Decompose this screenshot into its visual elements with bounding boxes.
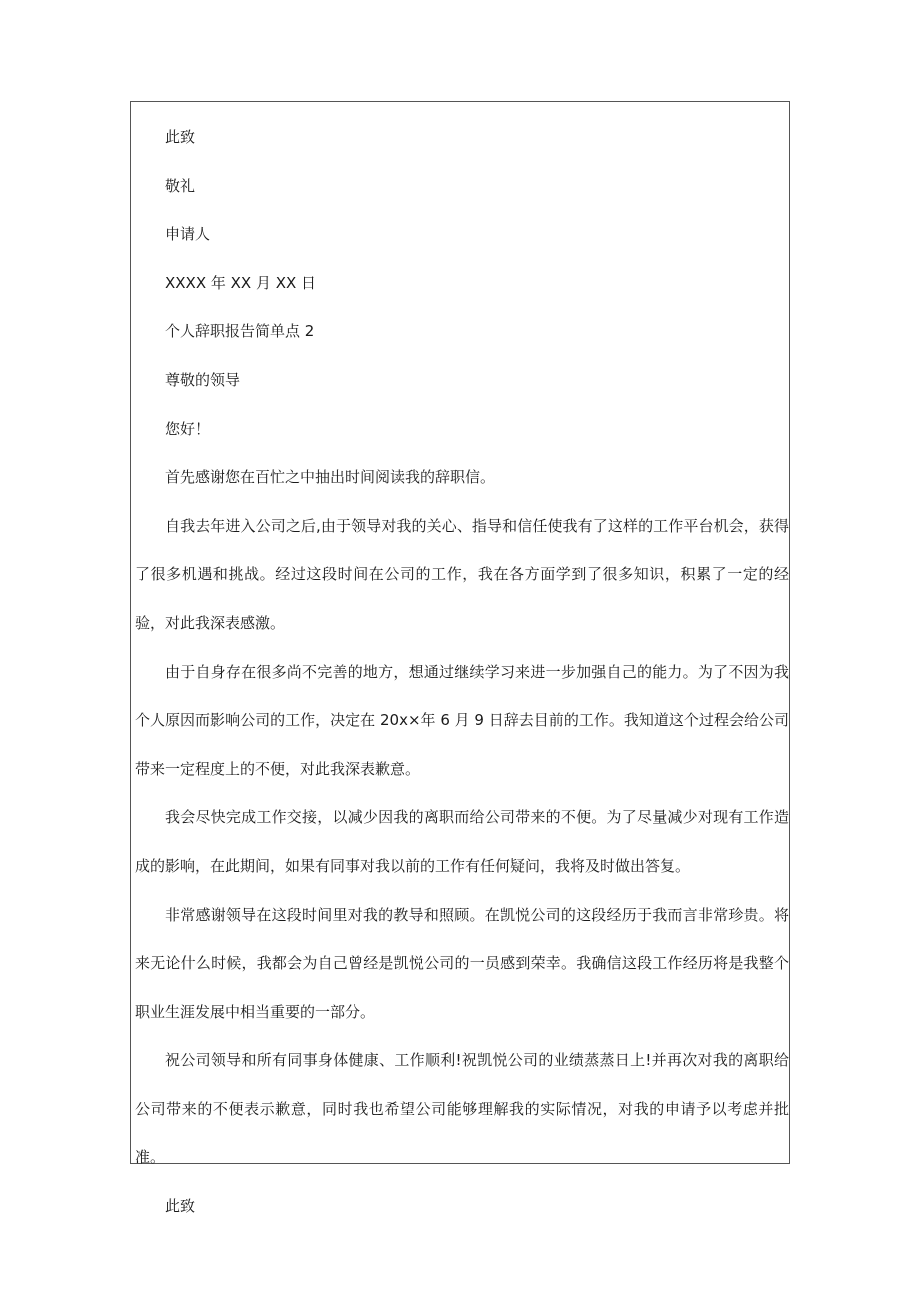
closing-line-final: 此致 bbox=[165, 1197, 196, 1216]
section-title: 个人辞职报告简单点 2 bbox=[165, 322, 315, 341]
document-page bbox=[130, 101, 790, 1216]
addressee-line: 尊敬的领导 bbox=[165, 370, 241, 389]
applicant-line: 申请人 bbox=[165, 225, 211, 244]
date-line: XXXX 年 XX 月 XX 日 bbox=[165, 273, 317, 292]
paragraph-wishes: 祝公司领导和所有同事身体健康、工作顺利!祝凯悦公司的业绩蒸蒸日上!并再次对我的离职给公司带来的不便表示歉意，同时我也希望公司能够理解我的实际情况，对我的申请予以考虑并批准。 bbox=[135, 1051, 789, 1167]
paragraph-gratitude: 非常感谢领导在这段时间里对我的教导和照顾。在凯悦公司的这段经历于我而言非常珍贵。将来无论什么时候，我都会为自己曾经是凯悦公司的一员感到荣幸。我确信这段工作经历将是我整个职业生涯发展中相当重要的一部分。 bbox=[135, 905, 789, 1021]
letter-body bbox=[135, 102, 789, 1231]
salutation-line: 敬礼 bbox=[165, 176, 196, 195]
paragraph-handover: 我会尽快完成工作交接，以减少因我的离职而给公司带来的不便。为了尽量减少对现有工作造成的影响，在此期间，如果有同事对我以前的工作有任何疑问，我将及时做出答复。 bbox=[135, 808, 789, 875]
paragraph-thanks: 自我去年进入公司之后,由于领导对我的关心、指导和信任使我有了这样的工作平台机会，获得了很多机遇和挑战。经过这段时间在公司的工作，我在各方面学到了很多知识，积累了一定的经验，对此我深表感激。 bbox=[135, 516, 789, 632]
closing-line: 此致 bbox=[165, 128, 196, 146]
paragraph-reason: 由于自身存在很多尚不完善的地方，想通过继续学习来进一步加强自己的能力。为了不因为我个人原因而影响公司的工作，决定在 20x×年 6 月 9 日辞去目前的工作。我知道这个过程会给公司带来一定程度上的不便，对此我深表歉意。 bbox=[135, 662, 789, 778]
intro-line: 首先感谢您在百忙之中抽出时间阅读我的辞职信。 bbox=[165, 468, 496, 487]
greeting-line: 您好！ bbox=[165, 419, 211, 438]
